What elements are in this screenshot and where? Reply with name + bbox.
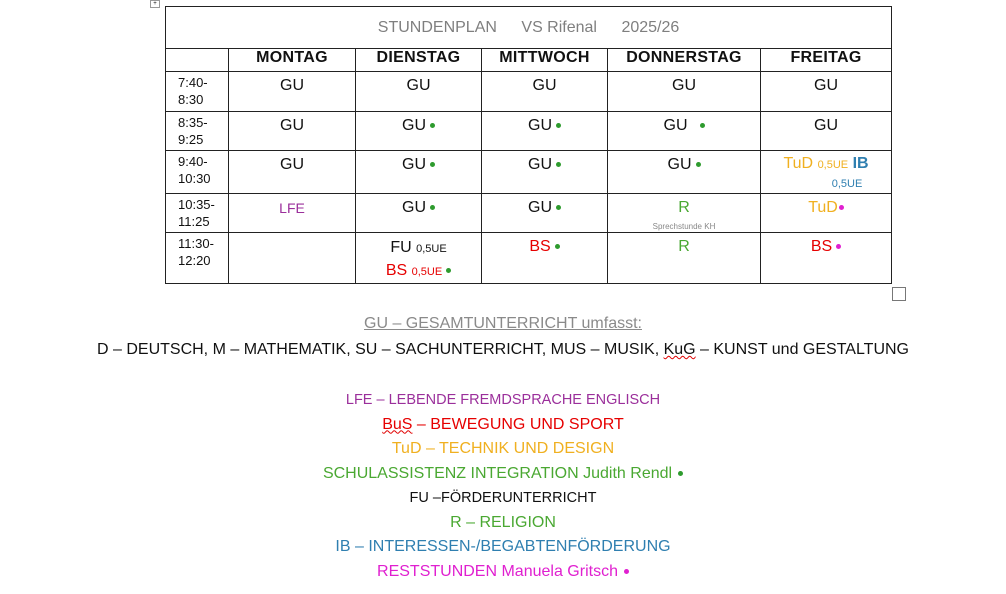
- legend-heading: GU – GESAMTUNTERRICHT umfasst:: [364, 315, 642, 332]
- assistant-dot-icon: [556, 205, 561, 210]
- time-end: 11:25: [178, 214, 210, 229]
- lesson-cell: [608, 72, 761, 112]
- legend-lfe: LFE – LEBENDE FREMDSPRACHE ENGLISCH: [345, 392, 661, 408]
- legend-bus-rest: – BEWEGUNG UND SPORT: [412, 415, 624, 433]
- lesson-gu: GU: [672, 77, 696, 94]
- lesson-r: R: [678, 199, 690, 216]
- lesson-cell: [229, 194, 356, 233]
- day-thursday: DONNERSTAG: [608, 49, 761, 72]
- legend-gu-description: [0, 341, 1006, 359]
- lesson-cell: [608, 112, 761, 151]
- lesson-gu: GU: [667, 156, 692, 173]
- table-row: [166, 233, 892, 284]
- assistant-dot-icon: [700, 123, 705, 128]
- time-end: 10:30: [178, 171, 211, 186]
- lesson-cell: [608, 151, 761, 194]
- lesson-gu: GU: [280, 77, 304, 94]
- lesson-units: 0,5UE: [817, 159, 849, 171]
- assistant-dot-icon: [696, 162, 701, 167]
- legend-assistance: [0, 462, 1006, 487]
- time-slot: [166, 72, 229, 112]
- consultation-note: Sprechstunde KH: [652, 222, 716, 231]
- lesson-cell: [761, 194, 892, 233]
- lesson-gu: GU: [402, 199, 426, 216]
- time-end: 12:20: [178, 253, 211, 268]
- lesson-fu: FU: [390, 239, 412, 256]
- time-end: 8:30: [178, 92, 204, 107]
- reststunden-dot-icon: [839, 205, 844, 210]
- lesson-gu: GU: [814, 117, 839, 134]
- lesson-cell: [482, 194, 608, 233]
- assistant-dot-icon: [556, 123, 561, 128]
- legend-desc-pre: D – DEUTSCH, M – MATHEMATIK, SU – SACHUNTERRICHT, MUS – MUSIK,: [97, 341, 664, 358]
- table-row: [166, 72, 892, 112]
- lesson-units: 0,5UE: [831, 178, 863, 190]
- time-start: 8:35-: [178, 115, 208, 130]
- lesson-gu: GU: [406, 77, 431, 94]
- lesson-gu: GU: [528, 156, 552, 173]
- lesson-gu: GU: [280, 156, 304, 173]
- lesson-cell: [229, 151, 356, 194]
- reststunden-dot-icon: [624, 569, 629, 574]
- legend-reststunden-text: RESTSTUNDEN Manuela Gritsch: [377, 562, 618, 580]
- lesson-gu: GU: [532, 77, 557, 94]
- lesson-bs: BS: [810, 238, 833, 255]
- lesson-tud: TuD: [783, 155, 814, 172]
- legend-bus: [0, 413, 1006, 438]
- lesson-cell: [608, 233, 761, 284]
- lesson-ib: IB: [852, 155, 869, 172]
- timetable: [165, 6, 892, 284]
- legend-bus-abbr: BuS: [382, 415, 413, 433]
- lesson-tud: TuD: [808, 199, 838, 216]
- time-slot: [166, 151, 229, 194]
- legend-desc-post: – KUNST und GESTALTUNG: [695, 341, 909, 358]
- title-text: STUNDENPLAN: [377, 18, 497, 36]
- assistant-dot-icon: [678, 471, 683, 476]
- day-header-row: [166, 49, 892, 72]
- assistant-dot-icon: [430, 162, 435, 167]
- lesson-gu: GU: [402, 117, 426, 134]
- reststunden-dot-icon: [836, 244, 841, 249]
- day-tuesday: DIENSTAG: [356, 49, 482, 72]
- lesson-cell: [356, 194, 482, 233]
- lesson-cell: [229, 112, 356, 151]
- lesson-cell: [356, 151, 482, 194]
- time-start: 10:35-: [178, 197, 215, 212]
- time-end: 9:25: [178, 132, 204, 147]
- legend-fu: FU –FÖRDERUNTERRICHT: [409, 490, 597, 506]
- school-name: VS Rifenal: [521, 18, 597, 36]
- time-start: 11:30-: [178, 236, 214, 251]
- day-friday: FREITAG: [761, 49, 892, 72]
- legend-r: R – RELIGION: [450, 513, 556, 531]
- time-slot: [166, 194, 229, 233]
- assistant-dot-icon: [446, 268, 451, 273]
- table-resize-handle[interactable]: [892, 287, 906, 301]
- legend-assistance-text: SCHULASSISTENZ INTEGRATION Judith Rendl: [322, 464, 673, 482]
- assistant-dot-icon: [555, 244, 560, 249]
- legend-ib: IB – INTERESSEN-/BEGABTENFÖRDERUNG: [335, 538, 671, 555]
- lesson-gu: GU: [663, 117, 688, 134]
- lesson-units: 0,5UE: [411, 266, 443, 278]
- lesson-gu: GU: [528, 117, 552, 134]
- lesson-cell: [761, 233, 892, 284]
- lesson-lfe: LFE: [279, 200, 305, 216]
- lesson-cell: [761, 112, 892, 151]
- time-start: 9:40-: [178, 154, 208, 169]
- lesson-units: 0,5UE: [416, 243, 447, 255]
- lesson-cell-empty: [229, 233, 356, 284]
- school-year: 2025/26: [621, 18, 680, 36]
- lesson-cell: [229, 72, 356, 112]
- lesson-cell: [482, 151, 608, 194]
- time-slot: [166, 112, 229, 151]
- lesson-gu: GU: [402, 156, 426, 173]
- assistant-dot-icon: [430, 205, 435, 210]
- lesson-gu: GU: [280, 117, 304, 134]
- lesson-bs: BS: [385, 262, 408, 279]
- lesson-cell: [356, 112, 482, 151]
- legend-list: [0, 388, 1006, 584]
- day-wednesday: MITTWOCH: [482, 49, 608, 72]
- lesson-cell: [356, 72, 482, 112]
- legend-reststunden: [0, 560, 1006, 585]
- lesson-cell: [482, 233, 608, 284]
- lesson-cell: [356, 233, 482, 284]
- table-row: [166, 112, 892, 151]
- time-slot: [166, 233, 229, 284]
- lesson-r: R: [678, 238, 690, 255]
- lesson-gu: GU: [814, 77, 839, 94]
- time-header: [166, 49, 229, 72]
- lesson-cell: [482, 72, 608, 112]
- assistant-dot-icon: [556, 162, 561, 167]
- assistant-dot-icon: [430, 123, 435, 128]
- day-monday: MONTAG: [229, 49, 356, 72]
- lesson-cell: [608, 194, 761, 233]
- timetable-title: [166, 7, 892, 49]
- legend-tud: TuD – TECHNIK UND DESIGN: [391, 440, 615, 457]
- lesson-gu: GU: [528, 199, 552, 216]
- table-move-handle[interactable]: +: [150, 0, 160, 8]
- lesson-cell: [761, 72, 892, 112]
- table-row: [166, 194, 892, 233]
- lesson-bs: BS: [529, 238, 551, 255]
- time-start: 7:40-: [178, 75, 208, 90]
- legend-desc-kug: KuG: [663, 341, 696, 358]
- lesson-cell: [761, 151, 892, 194]
- lesson-cell: [482, 112, 608, 151]
- table-row: [166, 151, 892, 194]
